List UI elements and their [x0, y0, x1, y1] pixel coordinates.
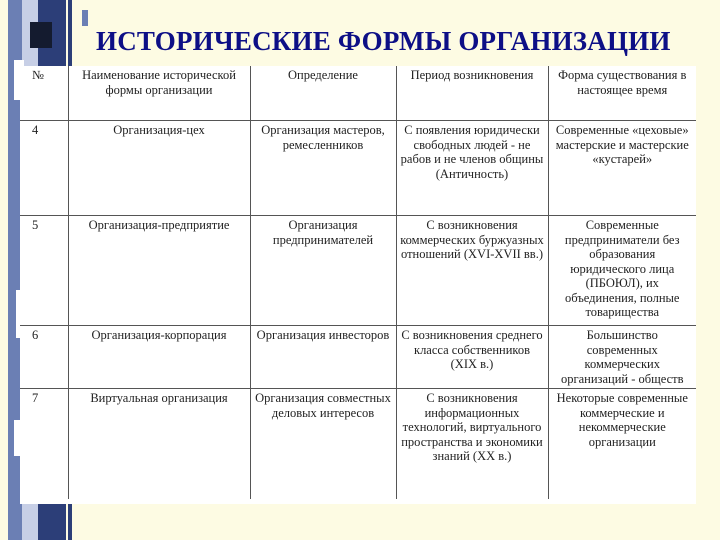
table-row	[20, 389, 696, 499]
cell-num: 7	[20, 389, 68, 499]
table-sheet	[20, 66, 696, 504]
slide-title: ИСТОРИЧЕСКИЕ ФОРМЫ ОРГАНИЗАЦИИ	[96, 26, 671, 56]
cell-period: С возникновения информационных технологий, виртуального пространства и экономики знаний (XX в.)	[396, 389, 548, 499]
cell-name: Организация-корпорация	[68, 326, 250, 389]
cell-name: Виртуальная организация	[68, 389, 250, 499]
cell-definition: Организация инвесторов	[250, 326, 396, 389]
cell-period: С возникновения коммерческих буржуазных отношений (XVI-XVII вв.)	[396, 216, 548, 326]
table-row	[20, 326, 696, 389]
table-header-row	[20, 66, 696, 121]
cell-num: 6	[20, 326, 68, 389]
strip-block	[30, 22, 52, 48]
cell-num: 5	[20, 216, 68, 326]
cell-period: С появления юридически свободных людей - не рабов и не членов общины (Античность)	[396, 121, 548, 216]
header-definition: Определение	[250, 66, 396, 121]
cell-definition: Организация мастеров, ремесленников	[250, 121, 396, 216]
table-row	[20, 121, 696, 216]
header-num: №	[20, 66, 68, 121]
cell-name: Организация-цех	[68, 121, 250, 216]
cell-definition: Организация совместных деловых интересов	[250, 389, 396, 499]
header-current-form: Форма существования в настоящее время	[548, 66, 696, 121]
header-period: Период возникновения	[396, 66, 548, 121]
cell-current-form: Современные «цеховые» мастерские и мастерские «кустарей»	[548, 121, 696, 216]
table-row	[20, 216, 696, 326]
cell-period: С возникновения среднего класса собственников (XIX в.)	[396, 326, 548, 389]
organization-forms-table	[20, 66, 696, 499]
title-marker	[82, 10, 88, 26]
cell-num: 4	[20, 121, 68, 216]
cell-definition: Организация предпринимателей	[250, 216, 396, 326]
cell-current-form: Некоторые современные коммерческие и некоммерческие организации	[556, 391, 688, 449]
cell-current-form: Большинство современных коммерческих организаций - обществ	[548, 326, 696, 389]
header-name: Наименование исторической формы организации	[68, 66, 250, 121]
cell-current-form: Современные предприниматели без образования юридического лица (ПБОЮЛ), их объединения, полные товарищества	[548, 216, 696, 326]
cell-name: Организация-предприятие	[68, 216, 250, 326]
